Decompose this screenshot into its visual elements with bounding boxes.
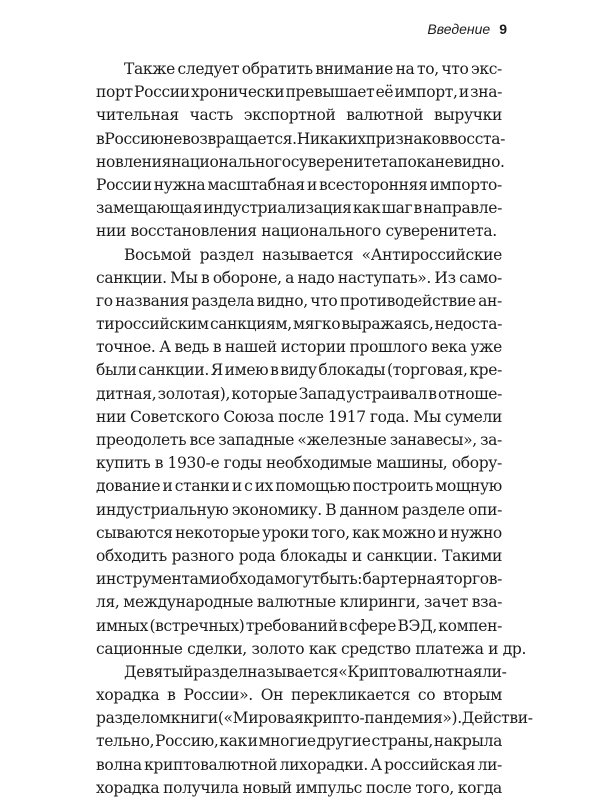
text-line: купить в 1930-е годы необходимые машины, обору- [96, 454, 502, 473]
text-line: сационные сделки, золото как средство платежа и др. [96, 639, 527, 658]
text-line: имных (встречных) требований в сфере ВЭД, компен- [96, 616, 502, 635]
text-line: преодолеть все западные «железные занавесы», за- [96, 431, 502, 449]
text-line: России нужна масштабная и всесторонняя импорто- [96, 175, 502, 194]
page-number: 9 [499, 21, 507, 37]
text-line: нии Советского Союза после 1917 года. Мы сумели [96, 407, 502, 426]
text-line: были санкции. Я имею в виду блокады (торговая, кре- [96, 361, 502, 380]
text-line: порт России хронически превышает её импорт, и зна- [96, 83, 502, 102]
text-line: сываются некоторые уроки того, как можно и нужно [96, 523, 502, 542]
running-header [427, 21, 507, 37]
text-line: Восьмой раздел называется «Антироссийские [124, 245, 502, 264]
text-line: Девятый раздел называется «Криптовалютная ли- [124, 662, 507, 681]
text-line: Также следует обратить внимание на то, что экс- [124, 60, 502, 78]
text-line: индустриальную экономику. В данном разделе опи- [96, 500, 502, 519]
text-line: санкции. Мы в обороне, а надо наступать». Из само- [96, 268, 502, 287]
text-line: инструментами обхода могут быть: бартерная торгов- [96, 570, 502, 589]
text-line: ля, международные валютные клиринги, зачет вза- [96, 593, 502, 612]
body-text [96, 58, 533, 800]
text-line: тироссийским санкциям, мягко выражаясь, недоста- [96, 315, 502, 334]
running-header-section: Введение [427, 21, 491, 37]
text-line: чительная часть экспортной валютной выручки [96, 106, 502, 125]
text-line: точное. А ведь в нашей истории прошлого века уже [96, 338, 502, 357]
text-line: го названия раздела видно, что противодействие ан- [96, 291, 502, 310]
text-line: волна криптовалютной лихорадки. А российская ли- [96, 755, 502, 774]
text-line: хорадка получила новый импульс после того, когда [96, 778, 502, 797]
text-line: дитная, золотая), которые Запад устраивал в отноше- [96, 384, 502, 403]
text-line: тельно, Россию, как и многие другие страны, накрыла [96, 732, 502, 751]
text-line: нии восстановления национального суверенитета. [96, 222, 497, 241]
text-line: дование и станки и с их помощью построить мощную [96, 477, 502, 496]
text-line: хорадка в России». Он перекликается со вторым [96, 686, 502, 705]
text-line: в Россию не возвращается. Никаких признаков восста- [96, 129, 506, 148]
text-line: новления национального суверенитета пока не видно. [96, 152, 505, 171]
text-line: разделом книги («Мировая крипто-пандемия»). Действи- [96, 709, 533, 728]
text-line: замещающая индустриализация как шаг в направле- [96, 199, 502, 218]
text-line: обходить разного рода блокады и санкции. Такими [96, 546, 502, 565]
